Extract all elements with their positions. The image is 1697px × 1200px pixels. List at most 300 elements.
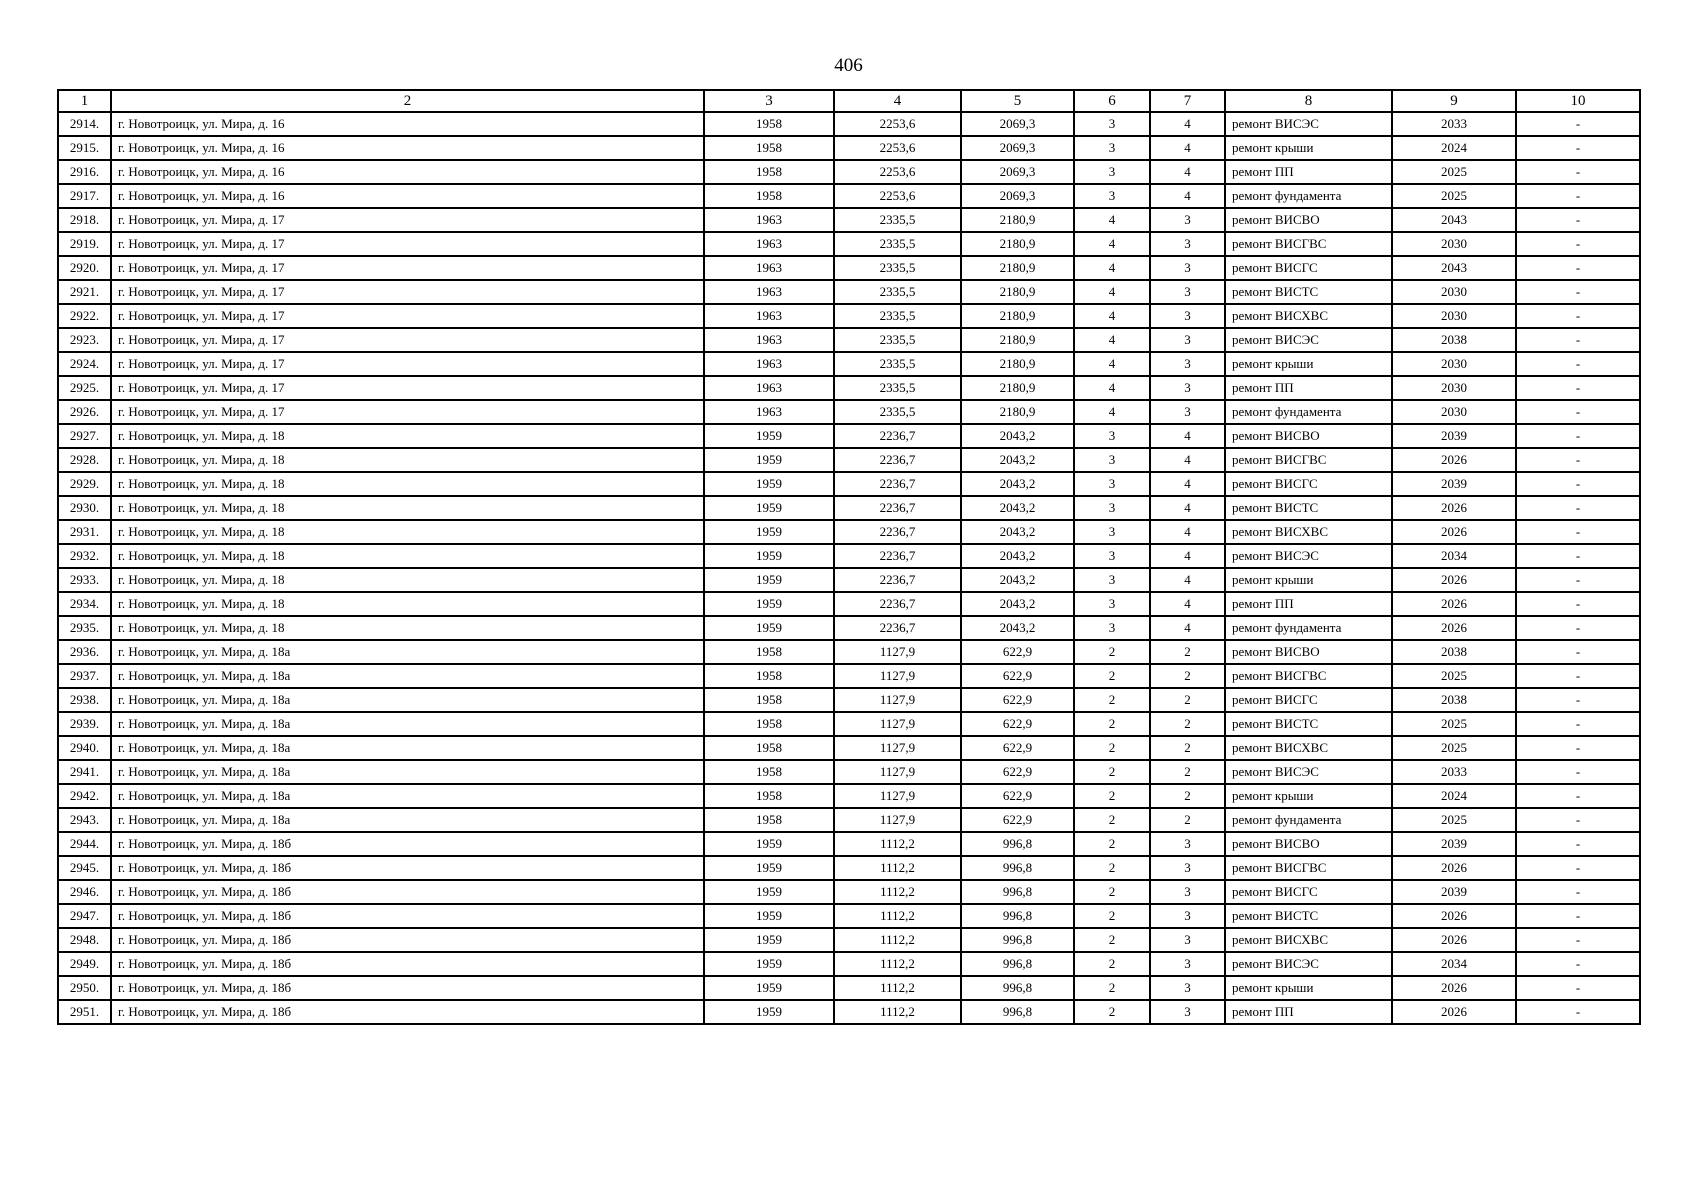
cell-work-type: ремонт ВИСТС [1225,712,1392,736]
cell-year-built: 1963 [704,232,834,256]
cell-row-number: 2917. [58,184,111,208]
table-row [58,592,1640,616]
cell-floors: 3 [1150,904,1225,928]
cell-total-area: 2335,5 [834,208,961,232]
cell-living-area: 622,9 [961,784,1074,808]
cell-floors: 2 [1150,808,1225,832]
cell-living-area: 996,8 [961,880,1074,904]
cell-address: г. Новотроицк, ул. Мира, д. 18 [111,424,704,448]
cell-entrances: 3 [1074,592,1150,616]
cell-work-type: ремонт крыши [1225,568,1392,592]
cell-row-number: 2926. [58,400,111,424]
cell-note: - [1516,376,1640,400]
cell-year-built: 1958 [704,664,834,688]
cell-work-type: ремонт ВИСГВС [1225,856,1392,880]
cell-entrances: 3 [1074,160,1150,184]
cell-row-number: 2933. [58,568,111,592]
cell-work-type: ремонт ВИСЭС [1225,328,1392,352]
cell-living-area: 2043,2 [961,568,1074,592]
cell-work-type: ремонт ВИСХВС [1225,304,1392,328]
cell-planned-year: 2025 [1392,160,1516,184]
table-row [58,328,1640,352]
cell-planned-year: 2038 [1392,640,1516,664]
cell-note: - [1516,904,1640,928]
cell-row-number: 2925. [58,376,111,400]
column-header: 6 [1074,90,1150,112]
cell-total-area: 1112,2 [834,928,961,952]
cell-planned-year: 2043 [1392,208,1516,232]
cell-row-number: 2941. [58,760,111,784]
cell-work-type: ремонт ВИСВО [1225,424,1392,448]
cell-year-built: 1959 [704,472,834,496]
column-header: 2 [111,90,704,112]
cell-floors: 3 [1150,880,1225,904]
table-row [58,520,1640,544]
cell-year-built: 1959 [704,928,834,952]
page-number: 406 [834,55,863,76]
cell-floors: 2 [1150,736,1225,760]
table-row [58,256,1640,280]
cell-row-number: 2947. [58,904,111,928]
cell-year-built: 1959 [704,952,834,976]
cell-living-area: 2180,9 [961,376,1074,400]
table-row [58,400,1640,424]
cell-living-area: 2180,9 [961,328,1074,352]
cell-planned-year: 2026 [1392,568,1516,592]
cell-address: г. Новотроицк, ул. Мира, д. 18а [111,808,704,832]
cell-note: - [1516,496,1640,520]
cell-row-number: 2931. [58,520,111,544]
cell-living-area: 2180,9 [961,352,1074,376]
cell-floors: 4 [1150,448,1225,472]
cell-year-built: 1958 [704,712,834,736]
cell-work-type: ремонт крыши [1225,352,1392,376]
cell-row-number: 2939. [58,712,111,736]
cell-work-type: ремонт ВИСХВС [1225,928,1392,952]
cell-year-built: 1959 [704,568,834,592]
cell-floors: 2 [1150,784,1225,808]
cell-work-type: ремонт ВИСВО [1225,640,1392,664]
table-row [58,976,1640,1000]
cell-floors: 4 [1150,520,1225,544]
cell-year-built: 1958 [704,784,834,808]
cell-note: - [1516,640,1640,664]
cell-year-built: 1958 [704,688,834,712]
cell-living-area: 2180,9 [961,304,1074,328]
cell-work-type: ремонт ВИСГВС [1225,232,1392,256]
cell-note: - [1516,928,1640,952]
cell-entrances: 4 [1074,208,1150,232]
cell-floors: 4 [1150,112,1225,136]
cell-row-number: 2914. [58,112,111,136]
cell-note: - [1516,424,1640,448]
cell-note: - [1516,952,1640,976]
cell-work-type: ремонт крыши [1225,136,1392,160]
cell-planned-year: 2026 [1392,976,1516,1000]
cell-total-area: 1127,9 [834,736,961,760]
cell-total-area: 2236,7 [834,520,961,544]
cell-address: г. Новотроицк, ул. Мира, д. 18а [111,664,704,688]
cell-year-built: 1959 [704,976,834,1000]
cell-floors: 4 [1150,568,1225,592]
cell-floors: 4 [1150,496,1225,520]
table-row [58,880,1640,904]
cell-total-area: 1127,9 [834,760,961,784]
cell-floors: 2 [1150,664,1225,688]
cell-note: - [1516,760,1640,784]
table-row [58,712,1640,736]
cell-row-number: 2938. [58,688,111,712]
cell-living-area: 622,9 [961,736,1074,760]
cell-work-type: ремонт ВИСГС [1225,880,1392,904]
cell-living-area: 2069,3 [961,136,1074,160]
cell-address: г. Новотроицк, ул. Мира, д. 18б [111,856,704,880]
cell-address: г. Новотроицк, ул. Мира, д. 16 [111,112,704,136]
cell-year-built: 1963 [704,352,834,376]
cell-total-area: 2335,5 [834,256,961,280]
table-row [58,928,1640,952]
cell-address: г. Новотроицк, ул. Мира, д. 18 [111,520,704,544]
cell-address: г. Новотроицк, ул. Мира, д. 18б [111,928,704,952]
cell-note: - [1516,664,1640,688]
cell-address: г. Новотроицк, ул. Мира, д. 18а [111,760,704,784]
column-header: 8 [1225,90,1392,112]
cell-note: - [1516,352,1640,376]
cell-floors: 3 [1150,832,1225,856]
cell-entrances: 2 [1074,688,1150,712]
cell-work-type: ремонт ВИСЭС [1225,544,1392,568]
column-header: 1 [58,90,111,112]
cell-entrances: 3 [1074,472,1150,496]
cell-planned-year: 2034 [1392,952,1516,976]
cell-living-area: 996,8 [961,832,1074,856]
cell-note: - [1516,808,1640,832]
table-row [58,952,1640,976]
cell-entrances: 2 [1074,880,1150,904]
cell-work-type: ремонт ВИСГВС [1225,448,1392,472]
table-row [58,136,1640,160]
cell-address: г. Новотроицк, ул. Мира, д. 18а [111,736,704,760]
cell-note: - [1516,832,1640,856]
cell-year-built: 1958 [704,736,834,760]
cell-note: - [1516,112,1640,136]
cell-entrances: 4 [1074,304,1150,328]
cell-planned-year: 2025 [1392,712,1516,736]
cell-living-area: 2043,2 [961,448,1074,472]
cell-note: - [1516,712,1640,736]
cell-year-built: 1959 [704,1000,834,1024]
cell-floors: 4 [1150,160,1225,184]
cell-year-built: 1963 [704,304,834,328]
cell-living-area: 2180,9 [961,208,1074,232]
cell-entrances: 3 [1074,112,1150,136]
cell-floors: 4 [1150,592,1225,616]
cell-year-built: 1963 [704,280,834,304]
cell-address: г. Новотроицк, ул. Мира, д. 18б [111,832,704,856]
cell-floors: 4 [1150,184,1225,208]
cell-entrances: 3 [1074,448,1150,472]
cell-year-built: 1959 [704,520,834,544]
cell-address: г. Новотроицк, ул. Мира, д. 18б [111,880,704,904]
cell-address: г. Новотроицк, ул. Мира, д. 17 [111,328,704,352]
cell-work-type: ремонт ПП [1225,376,1392,400]
cell-address: г. Новотроицк, ул. Мира, д. 18а [111,688,704,712]
cell-work-type: ремонт ВИСГС [1225,472,1392,496]
table-row [58,112,1640,136]
cell-total-area: 2335,5 [834,304,961,328]
cell-entrances: 4 [1074,256,1150,280]
cell-total-area: 2335,5 [834,400,961,424]
cell-row-number: 2921. [58,280,111,304]
table-row [58,160,1640,184]
cell-planned-year: 2038 [1392,328,1516,352]
table-row [58,856,1640,880]
cell-note: - [1516,160,1640,184]
cell-work-type: ремонт ВИСХВС [1225,736,1392,760]
cell-planned-year: 2039 [1392,880,1516,904]
cell-note: - [1516,448,1640,472]
cell-row-number: 2930. [58,496,111,520]
cell-planned-year: 2039 [1392,424,1516,448]
cell-year-built: 1963 [704,328,834,352]
cell-total-area: 2335,5 [834,328,961,352]
cell-entrances: 3 [1074,184,1150,208]
cell-total-area: 1127,9 [834,784,961,808]
cell-floors: 3 [1150,376,1225,400]
cell-address: г. Новотроицк, ул. Мира, д. 16 [111,160,704,184]
cell-year-built: 1959 [704,592,834,616]
cell-work-type: ремонт ВИСВО [1225,832,1392,856]
cell-year-built: 1958 [704,760,834,784]
cell-total-area: 1112,2 [834,976,961,1000]
cell-planned-year: 2025 [1392,808,1516,832]
table-row [58,280,1640,304]
cell-year-built: 1959 [704,424,834,448]
cell-living-area: 2069,3 [961,184,1074,208]
cell-total-area: 1112,2 [834,880,961,904]
cell-total-area: 2236,7 [834,616,961,640]
cell-living-area: 996,8 [961,952,1074,976]
cell-entrances: 2 [1074,928,1150,952]
header-row [58,90,1640,112]
cell-living-area: 996,8 [961,904,1074,928]
cell-note: - [1516,856,1640,880]
cell-note: - [1516,544,1640,568]
cell-entrances: 2 [1074,808,1150,832]
cell-address: г. Новотроицк, ул. Мира, д. 18б [111,976,704,1000]
cell-note: - [1516,472,1640,496]
cell-entrances: 2 [1074,784,1150,808]
cell-living-area: 622,9 [961,808,1074,832]
cell-total-area: 1127,9 [834,808,961,832]
cell-floors: 3 [1150,328,1225,352]
table-row [58,448,1640,472]
table-row [58,568,1640,592]
cell-floors: 4 [1150,472,1225,496]
cell-note: - [1516,400,1640,424]
cell-total-area: 2236,7 [834,496,961,520]
cell-note: - [1516,280,1640,304]
cell-planned-year: 2033 [1392,760,1516,784]
table-row [58,664,1640,688]
cell-year-built: 1959 [704,616,834,640]
cell-planned-year: 2030 [1392,280,1516,304]
cell-work-type: ремонт ВИСГС [1225,256,1392,280]
cell-work-type: ремонт фундамента [1225,184,1392,208]
cell-planned-year: 2030 [1392,232,1516,256]
cell-row-number: 2940. [58,736,111,760]
cell-entrances: 2 [1074,904,1150,928]
table-row [58,184,1640,208]
cell-living-area: 2180,9 [961,400,1074,424]
cell-living-area: 2043,2 [961,592,1074,616]
cell-planned-year: 2026 [1392,904,1516,928]
cell-living-area: 996,8 [961,928,1074,952]
cell-work-type: ремонт крыши [1225,976,1392,1000]
cell-year-built: 1959 [704,832,834,856]
cell-planned-year: 2026 [1392,928,1516,952]
cell-address: г. Новотроицк, ул. Мира, д. 18 [111,544,704,568]
cell-entrances: 4 [1074,376,1150,400]
cell-floors: 3 [1150,928,1225,952]
cell-entrances: 3 [1074,520,1150,544]
cell-total-area: 2236,7 [834,592,961,616]
cell-total-area: 1112,2 [834,904,961,928]
cell-floors: 4 [1150,424,1225,448]
table-row [58,1000,1640,1024]
cell-year-built: 1963 [704,400,834,424]
table-body [58,112,1640,1024]
cell-living-area: 622,9 [961,688,1074,712]
cell-address: г. Новотроицк, ул. Мира, д. 16 [111,136,704,160]
cell-total-area: 2236,7 [834,472,961,496]
cell-note: - [1516,784,1640,808]
cell-work-type: ремонт фундамента [1225,808,1392,832]
cell-address: г. Новотроицк, ул. Мира, д. 17 [111,400,704,424]
cell-year-built: 1959 [704,904,834,928]
cell-address: г. Новотроицк, ул. Мира, д. 17 [111,256,704,280]
cell-address: г. Новотроицк, ул. Мира, д. 17 [111,280,704,304]
cell-year-built: 1958 [704,184,834,208]
cell-living-area: 996,8 [961,1000,1074,1024]
table-row [58,760,1640,784]
cell-planned-year: 2030 [1392,400,1516,424]
cell-row-number: 2945. [58,856,111,880]
cell-address: г. Новотроицк, ул. Мира, д. 18 [111,616,704,640]
cell-work-type: ремонт ВИСХВС [1225,520,1392,544]
cell-living-area: 2069,3 [961,160,1074,184]
cell-note: - [1516,568,1640,592]
cell-year-built: 1959 [704,496,834,520]
cell-address: г. Новотроицк, ул. Мира, д. 17 [111,352,704,376]
cell-living-area: 2043,2 [961,520,1074,544]
cell-planned-year: 2025 [1392,664,1516,688]
cell-planned-year: 2026 [1392,616,1516,640]
cell-year-built: 1958 [704,160,834,184]
cell-row-number: 2932. [58,544,111,568]
cell-row-number: 2950. [58,976,111,1000]
cell-living-area: 2043,2 [961,544,1074,568]
cell-row-number: 2928. [58,448,111,472]
cell-floors: 2 [1150,640,1225,664]
cell-year-built: 1958 [704,808,834,832]
cell-row-number: 2916. [58,160,111,184]
repair-schedule-table [57,89,1641,1025]
cell-work-type: ремонт ВИСГВС [1225,664,1392,688]
cell-planned-year: 2026 [1392,592,1516,616]
cell-planned-year: 2024 [1392,784,1516,808]
cell-entrances: 2 [1074,952,1150,976]
cell-floors: 3 [1150,352,1225,376]
cell-planned-year: 2038 [1392,688,1516,712]
cell-total-area: 2236,7 [834,544,961,568]
table-row [58,640,1640,664]
cell-row-number: 2949. [58,952,111,976]
cell-floors: 4 [1150,136,1225,160]
cell-row-number: 2927. [58,424,111,448]
cell-note: - [1516,208,1640,232]
cell-living-area: 2043,2 [961,616,1074,640]
cell-floors: 3 [1150,208,1225,232]
cell-floors: 4 [1150,544,1225,568]
cell-row-number: 2922. [58,304,111,328]
cell-total-area: 2335,5 [834,352,961,376]
cell-work-type: ремонт ВИСЭС [1225,952,1392,976]
cell-year-built: 1963 [704,376,834,400]
cell-note: - [1516,976,1640,1000]
cell-row-number: 2924. [58,352,111,376]
cell-note: - [1516,520,1640,544]
cell-entrances: 2 [1074,760,1150,784]
cell-living-area: 622,9 [961,664,1074,688]
cell-row-number: 2942. [58,784,111,808]
cell-planned-year: 2024 [1392,136,1516,160]
cell-note: - [1516,880,1640,904]
cell-work-type: ремонт ВИСТС [1225,280,1392,304]
table-row [58,736,1640,760]
cell-row-number: 2929. [58,472,111,496]
cell-entrances: 2 [1074,712,1150,736]
cell-entrances: 2 [1074,736,1150,760]
cell-address: г. Новотроицк, ул. Мира, д. 18б [111,1000,704,1024]
cell-address: г. Новотроицк, ул. Мира, д. 18а [111,640,704,664]
cell-living-area: 2180,9 [961,280,1074,304]
cell-total-area: 1127,9 [834,664,961,688]
cell-living-area: 622,9 [961,712,1074,736]
cell-floors: 3 [1150,976,1225,1000]
cell-note: - [1516,232,1640,256]
cell-work-type: ремонт фундамента [1225,400,1392,424]
column-header: 7 [1150,90,1225,112]
cell-row-number: 2935. [58,616,111,640]
cell-planned-year: 2034 [1392,544,1516,568]
table-row [58,496,1640,520]
cell-note: - [1516,136,1640,160]
cell-entrances: 2 [1074,856,1150,880]
cell-year-built: 1963 [704,208,834,232]
cell-row-number: 2918. [58,208,111,232]
cell-row-number: 2936. [58,640,111,664]
cell-total-area: 1112,2 [834,1000,961,1024]
table-row [58,904,1640,928]
cell-entrances: 4 [1074,280,1150,304]
cell-planned-year: 2026 [1392,1000,1516,1024]
cell-row-number: 2944. [58,832,111,856]
cell-entrances: 2 [1074,640,1150,664]
cell-living-area: 2043,2 [961,496,1074,520]
cell-entrances: 3 [1074,424,1150,448]
table-row [58,376,1640,400]
